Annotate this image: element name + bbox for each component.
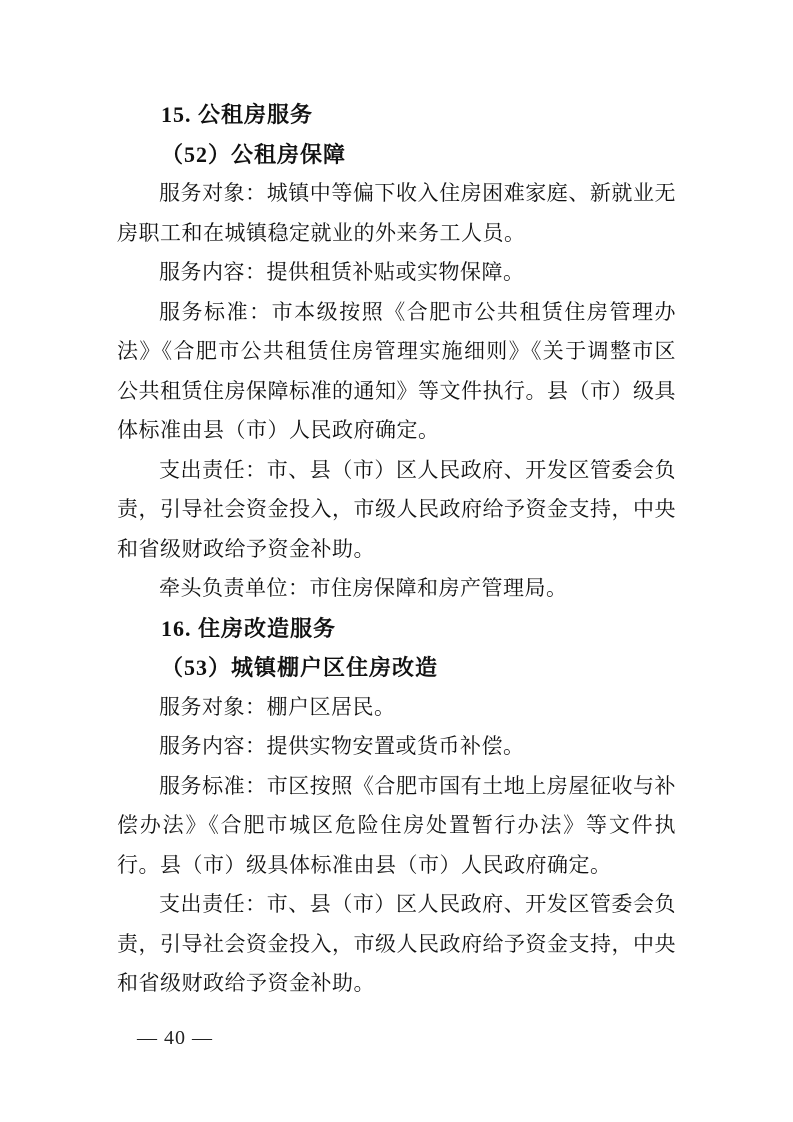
paragraph-lead-unit-52: 牵头负责单位：市住房保障和房产管理局。 bbox=[159, 576, 568, 600]
paragraph-service-target-52: 服务对象：城镇中等偏下收入住房困难家庭、新就业无房职工和在城镇稳定就业的外来务工人员。 bbox=[117, 181, 676, 245]
paragraph-service-standard-53: 服务标准：市区按照《合肥市国有土地上房屋征收与补偿办法》《合肥市城区危险住房处置暂行办法》等文件执行。县（市）级具体标准由县（市）人民政府确定。 bbox=[117, 773, 676, 877]
heading-item-53: （53）城镇棚户区住房改造 bbox=[161, 655, 439, 680]
page-number: — 40 — bbox=[137, 1027, 213, 1049]
document-body bbox=[117, 95, 676, 1004]
paragraph-service-target-53: 服务对象：棚户区居民。 bbox=[159, 694, 396, 719]
paragraph-expenditure-52: 支出责任：市、县（市）区人民政府、开发区管委会负责，引导社会资金投入，市级人民政府给予资金支持，中央和省级财政给予资金补助。 bbox=[117, 457, 676, 561]
paragraph-service-standard-52: 服务标准：市本级按照《合肥市公共租赁住房管理办法》《合肥市公共租赁住房管理实施细则》《关于调整市区公共租赁住房保障标准的通知》等文件执行。县（市）级具体标准由县（市）人民政府确定。 bbox=[117, 299, 676, 442]
heading-section-16: 16. 住房改造服务 bbox=[161, 615, 337, 641]
heading-section-15: 15. 公租房服务 bbox=[161, 102, 314, 127]
paragraph-service-content-53: 服务内容：提供实物安置或货币补偿。 bbox=[159, 734, 525, 758]
heading-item-52: （52）公租房保障 bbox=[161, 141, 347, 167]
paragraph-expenditure-53: 支出责任：市、县（市）区人民政府、开发区管委会负责，引导社会资金投入，市级人民政府给予资金支持，中央和省级财政给予资金补助。 bbox=[117, 892, 676, 995]
paragraph-service-content-52: 服务内容：提供租赁补贴或实物保障。 bbox=[159, 260, 525, 284]
